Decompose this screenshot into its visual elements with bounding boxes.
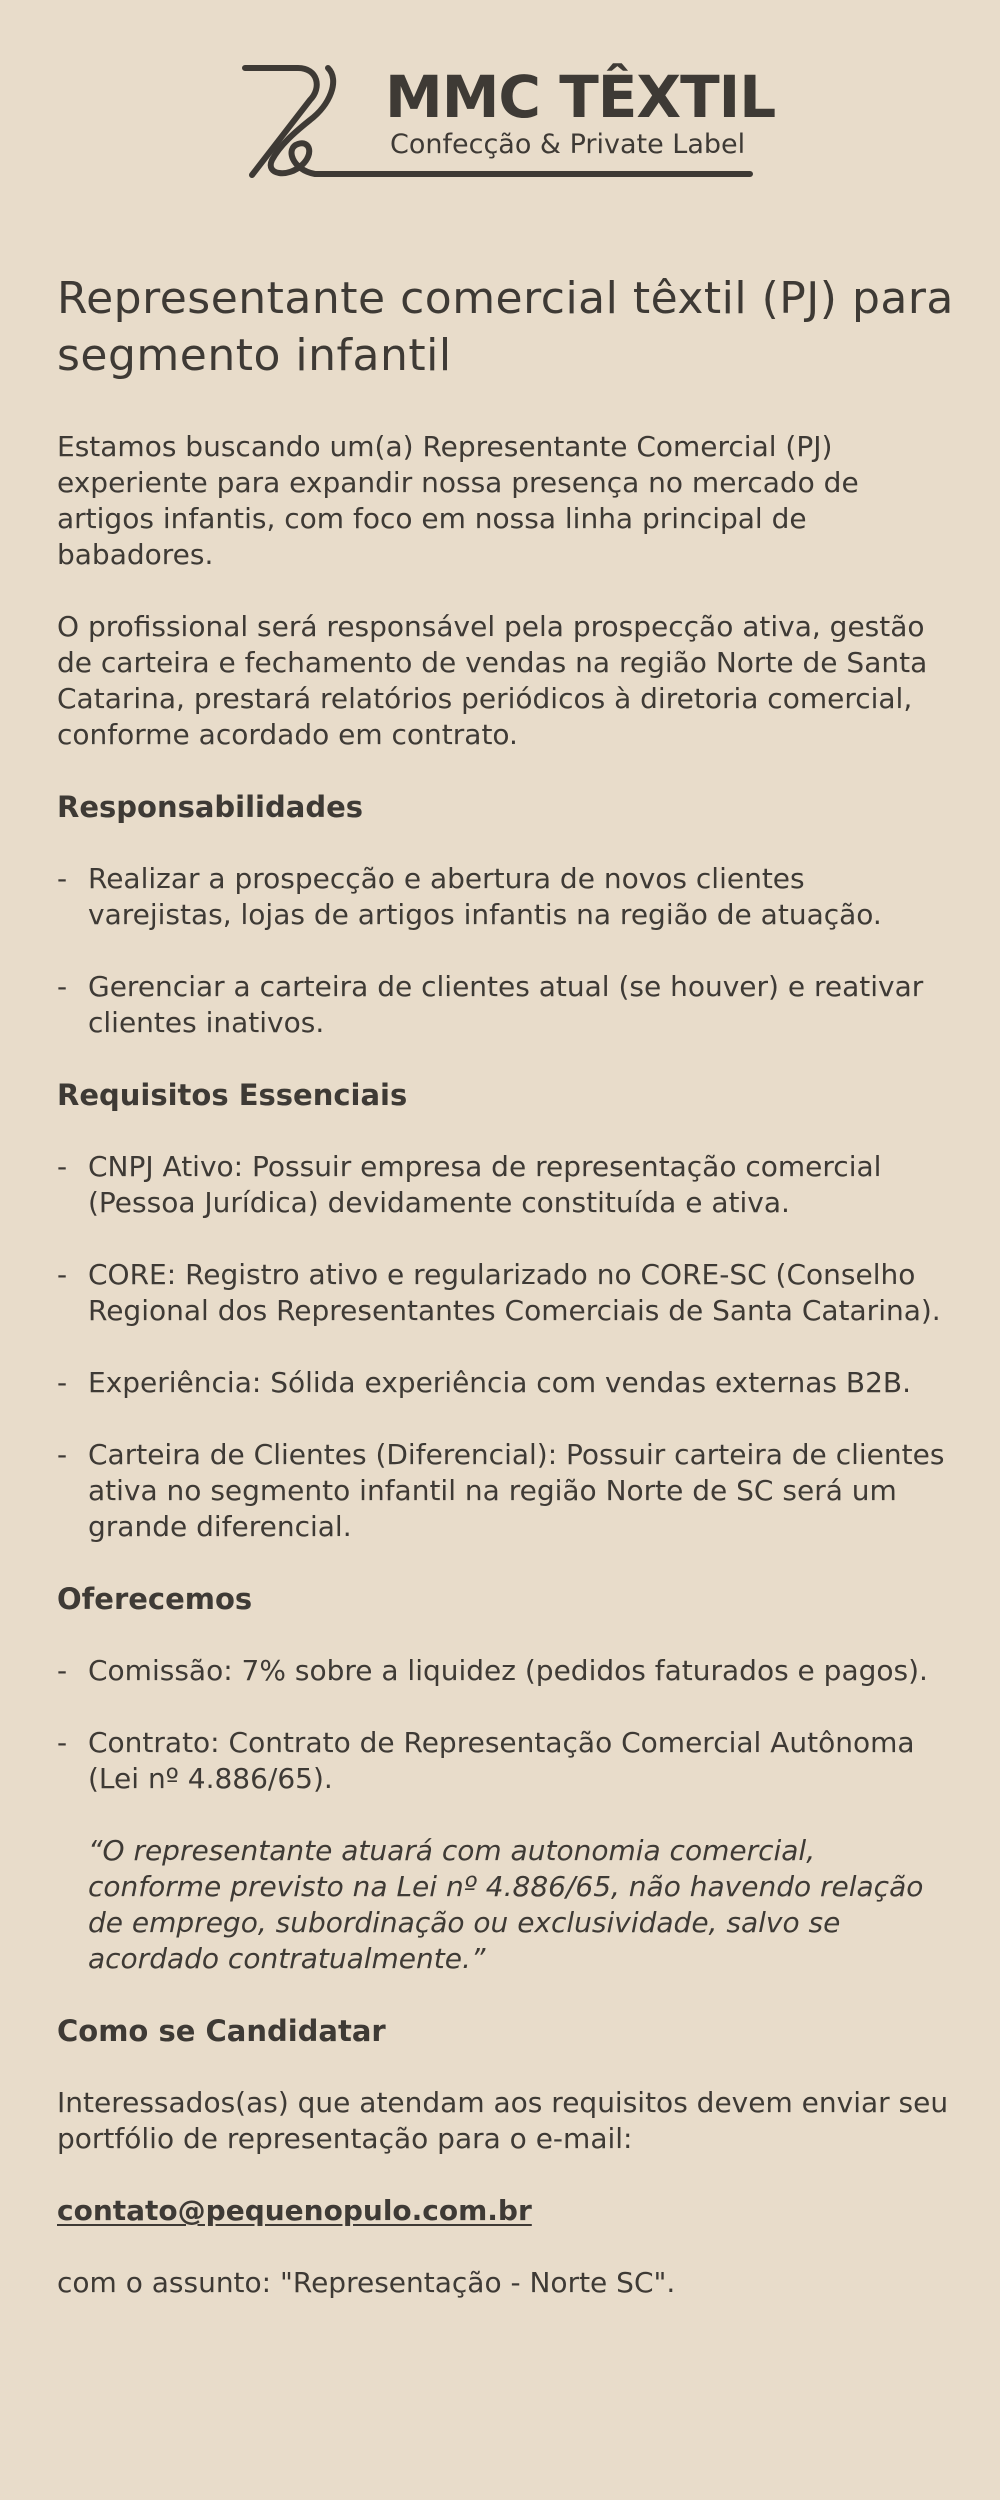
list-item: - Gerenciar a carteira de clientes atual (se houver) e reativar clientes inativos.: [57, 969, 957, 1041]
requirements-list: [57, 1149, 957, 1545]
list-item: - Carteira de Clientes (Diferencial): Possuir carteira de clientes ativa no segmento infantil na região Norte de SC será um grande diferencial.: [57, 1437, 957, 1545]
brand-logo: [240, 60, 776, 185]
intro-paragraph: Estamos buscando um(a) Representante Comercial (PJ) experiente para expandir nossa presença no mercado de artigos infantis, com foco em nossa linha principal de babadores.: [57, 430, 859, 571]
list-item: - Comissão: 7% sobre a liquidez (pedidos faturados e pagos).: [57, 1653, 957, 1689]
list-item: - CORE: Registro ativo e regularizado no CORE-SC (Conselho Regional dos Representantes Comerciais de Santa Catarina).: [57, 1257, 957, 1329]
job-posting: [57, 270, 957, 2337]
list-item: - CNPJ Ativo: Possuir empresa de representação comercial (Pessoa Jurídica) devidamente constituída e ativa.: [57, 1149, 957, 1221]
intro-paragraph: O profissional será responsável pela prospecção ativa, gestão de carteira e fechamento de vendas na região Norte de Santa Catarina, prestará relatórios periódicos à diretoria comercial, conforme acordado em contrato.: [57, 610, 928, 751]
page-title: Representante comercial têxtil (PJ) para segmento infantil: [57, 273, 954, 381]
offer-list: [57, 1653, 957, 1797]
apply-text: Interessados(as) que atendam aos requisitos devem enviar seu portfólio de representação para o e-mail:: [57, 2086, 949, 2155]
legal-quote: “O representante atuará com autonomia comercial, conforme previsto na Lei nº 4.886/65, não havendo relação de emprego, subordinação ou exclusividade, salvo se acordado contratualmente.”: [88, 1834, 924, 1975]
list-item: - Contrato: Contrato de Representação Comercial Autônoma (Lei nº 4.886/65).: [57, 1725, 957, 1797]
section-heading-offer: Oferecemos: [57, 1582, 253, 1616]
section-heading-requirements: Requisitos Essenciais: [57, 1078, 408, 1112]
email-link[interactable]: contato@pequenopulo.com.br: [57, 2194, 532, 2227]
brand-name: MMC TÊXTIL: [385, 63, 776, 131]
section-heading-apply: Como se Candidatar: [57, 2014, 386, 2048]
apply-subject: com o assunto: "Representação - Norte SC".: [57, 2266, 676, 2299]
list-item: - Experiência: Sólida experiência com vendas externas B2B.: [57, 1365, 957, 1401]
list-item: - Realizar a prospecção e abertura de novos clientes varejistas, lojas de artigos infantis na região de atuação.: [57, 861, 957, 933]
brand-tagline: Confecção & Private Label: [390, 129, 746, 160]
responsibilities-list: [57, 861, 957, 1041]
section-heading-responsibilities: Responsabilidades: [57, 790, 364, 824]
